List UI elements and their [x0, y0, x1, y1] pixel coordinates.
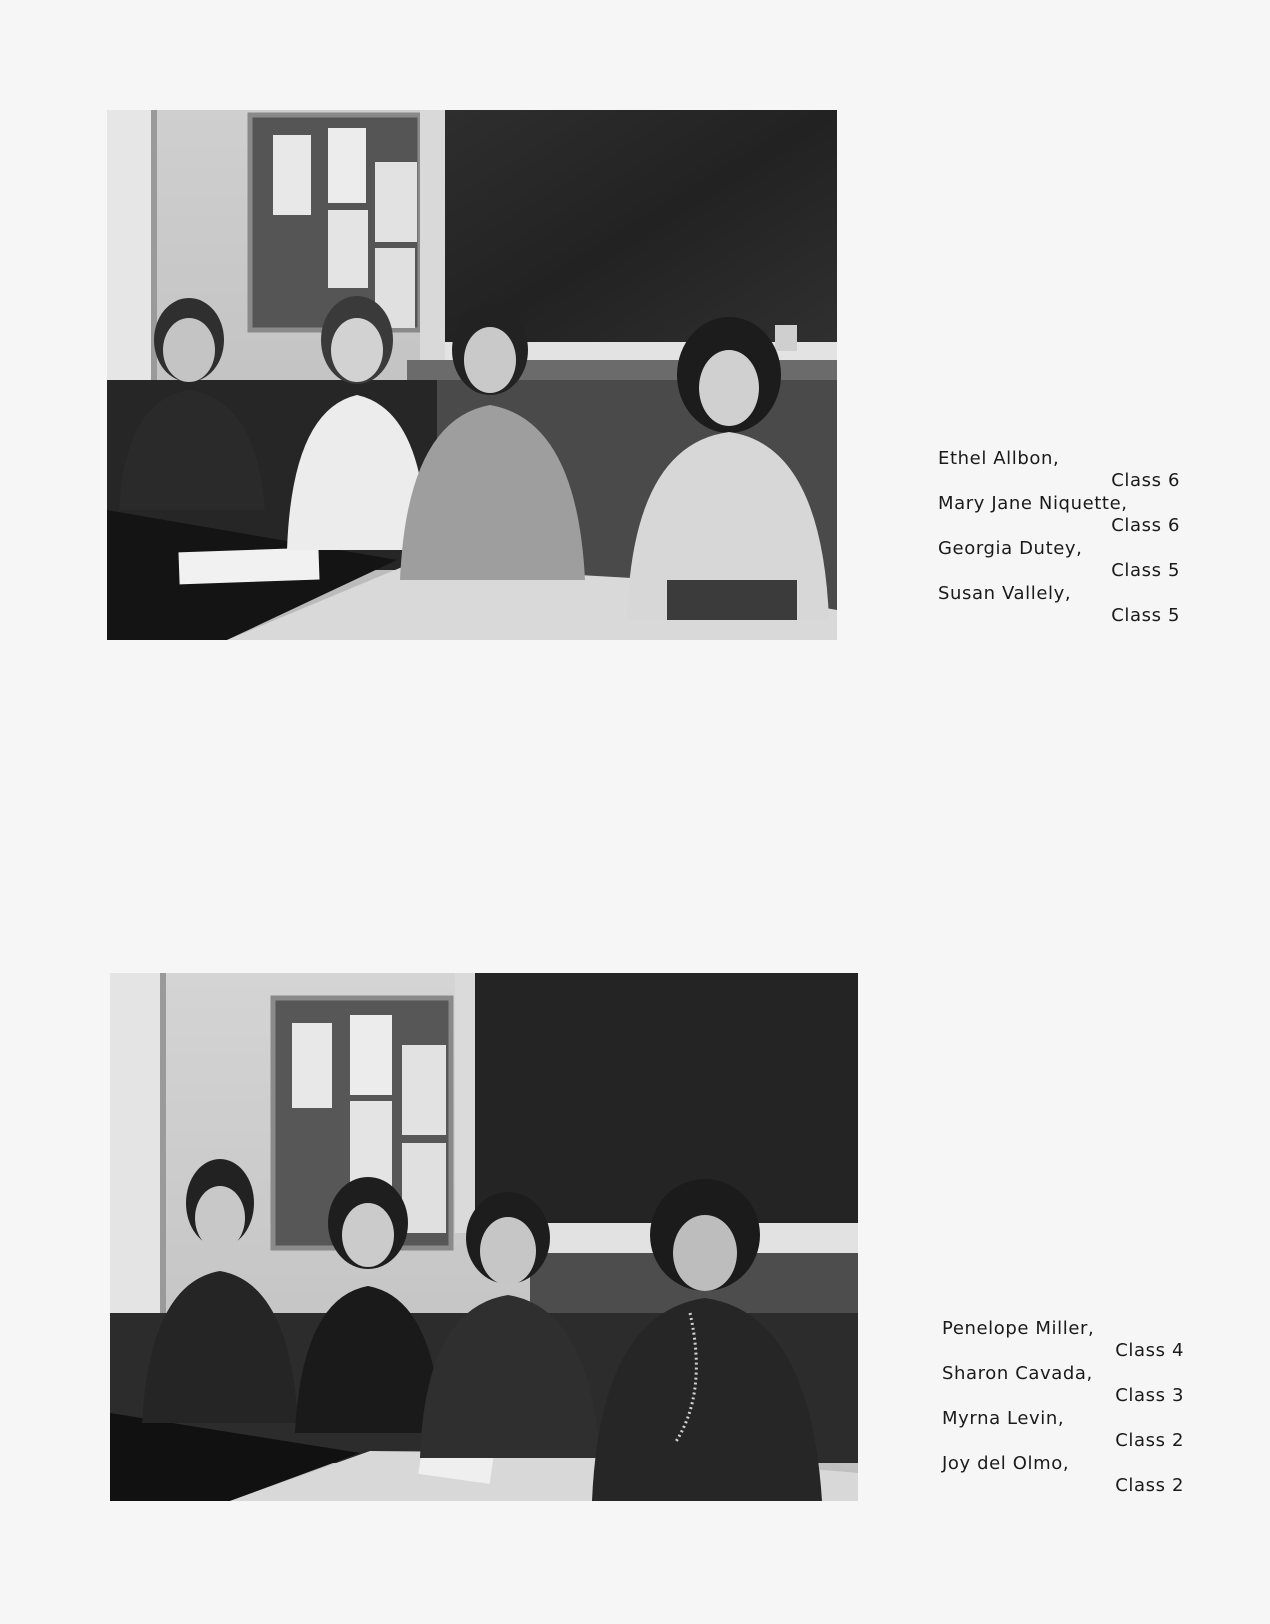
- teacher-name: Myrna Levin,: [942, 1408, 1065, 1429]
- caption-entry: [938, 583, 1194, 628]
- teachers-photo-classes-2-4: [110, 973, 858, 1501]
- caption-entry: [942, 1453, 1198, 1498]
- teacher-class: Class 3: [1115, 1385, 1184, 1406]
- teacher-name: Joy del Olmo,: [942, 1453, 1070, 1474]
- photo-illustration: [110, 973, 858, 1501]
- teacher-class: Class 5: [1111, 605, 1180, 626]
- teacher-class: Class 6: [1111, 470, 1180, 491]
- teacher-name: Ethel Allbon,: [938, 448, 1060, 469]
- teacher-class: Class 5: [1111, 560, 1180, 581]
- caption-entry: [938, 448, 1194, 493]
- teacher-class: Class 2: [1115, 1430, 1184, 1451]
- teacher-class: Class 4: [1115, 1340, 1184, 1361]
- teacher-name: Sharon Cavada,: [942, 1363, 1093, 1384]
- teachers-photo-classes-5-6: [107, 110, 837, 640]
- teacher-class: Class 2: [1115, 1475, 1184, 1496]
- teacher-class: Class 6: [1111, 515, 1180, 536]
- caption-entry: [942, 1318, 1198, 1363]
- photo-illustration: [107, 110, 837, 640]
- caption-top-photo: [938, 448, 1194, 628]
- caption-bottom-photo: [942, 1318, 1198, 1498]
- caption-entry: [938, 493, 1194, 538]
- teacher-name: Susan Vallely,: [938, 583, 1072, 604]
- teacher-name: Penelope Miller,: [942, 1318, 1095, 1339]
- caption-entry: [938, 538, 1194, 583]
- teacher-name: Mary Jane Niquette,: [938, 493, 1128, 514]
- caption-entry: [942, 1408, 1198, 1453]
- caption-entry: [942, 1363, 1198, 1408]
- teacher-name: Georgia Dutey,: [938, 538, 1083, 559]
